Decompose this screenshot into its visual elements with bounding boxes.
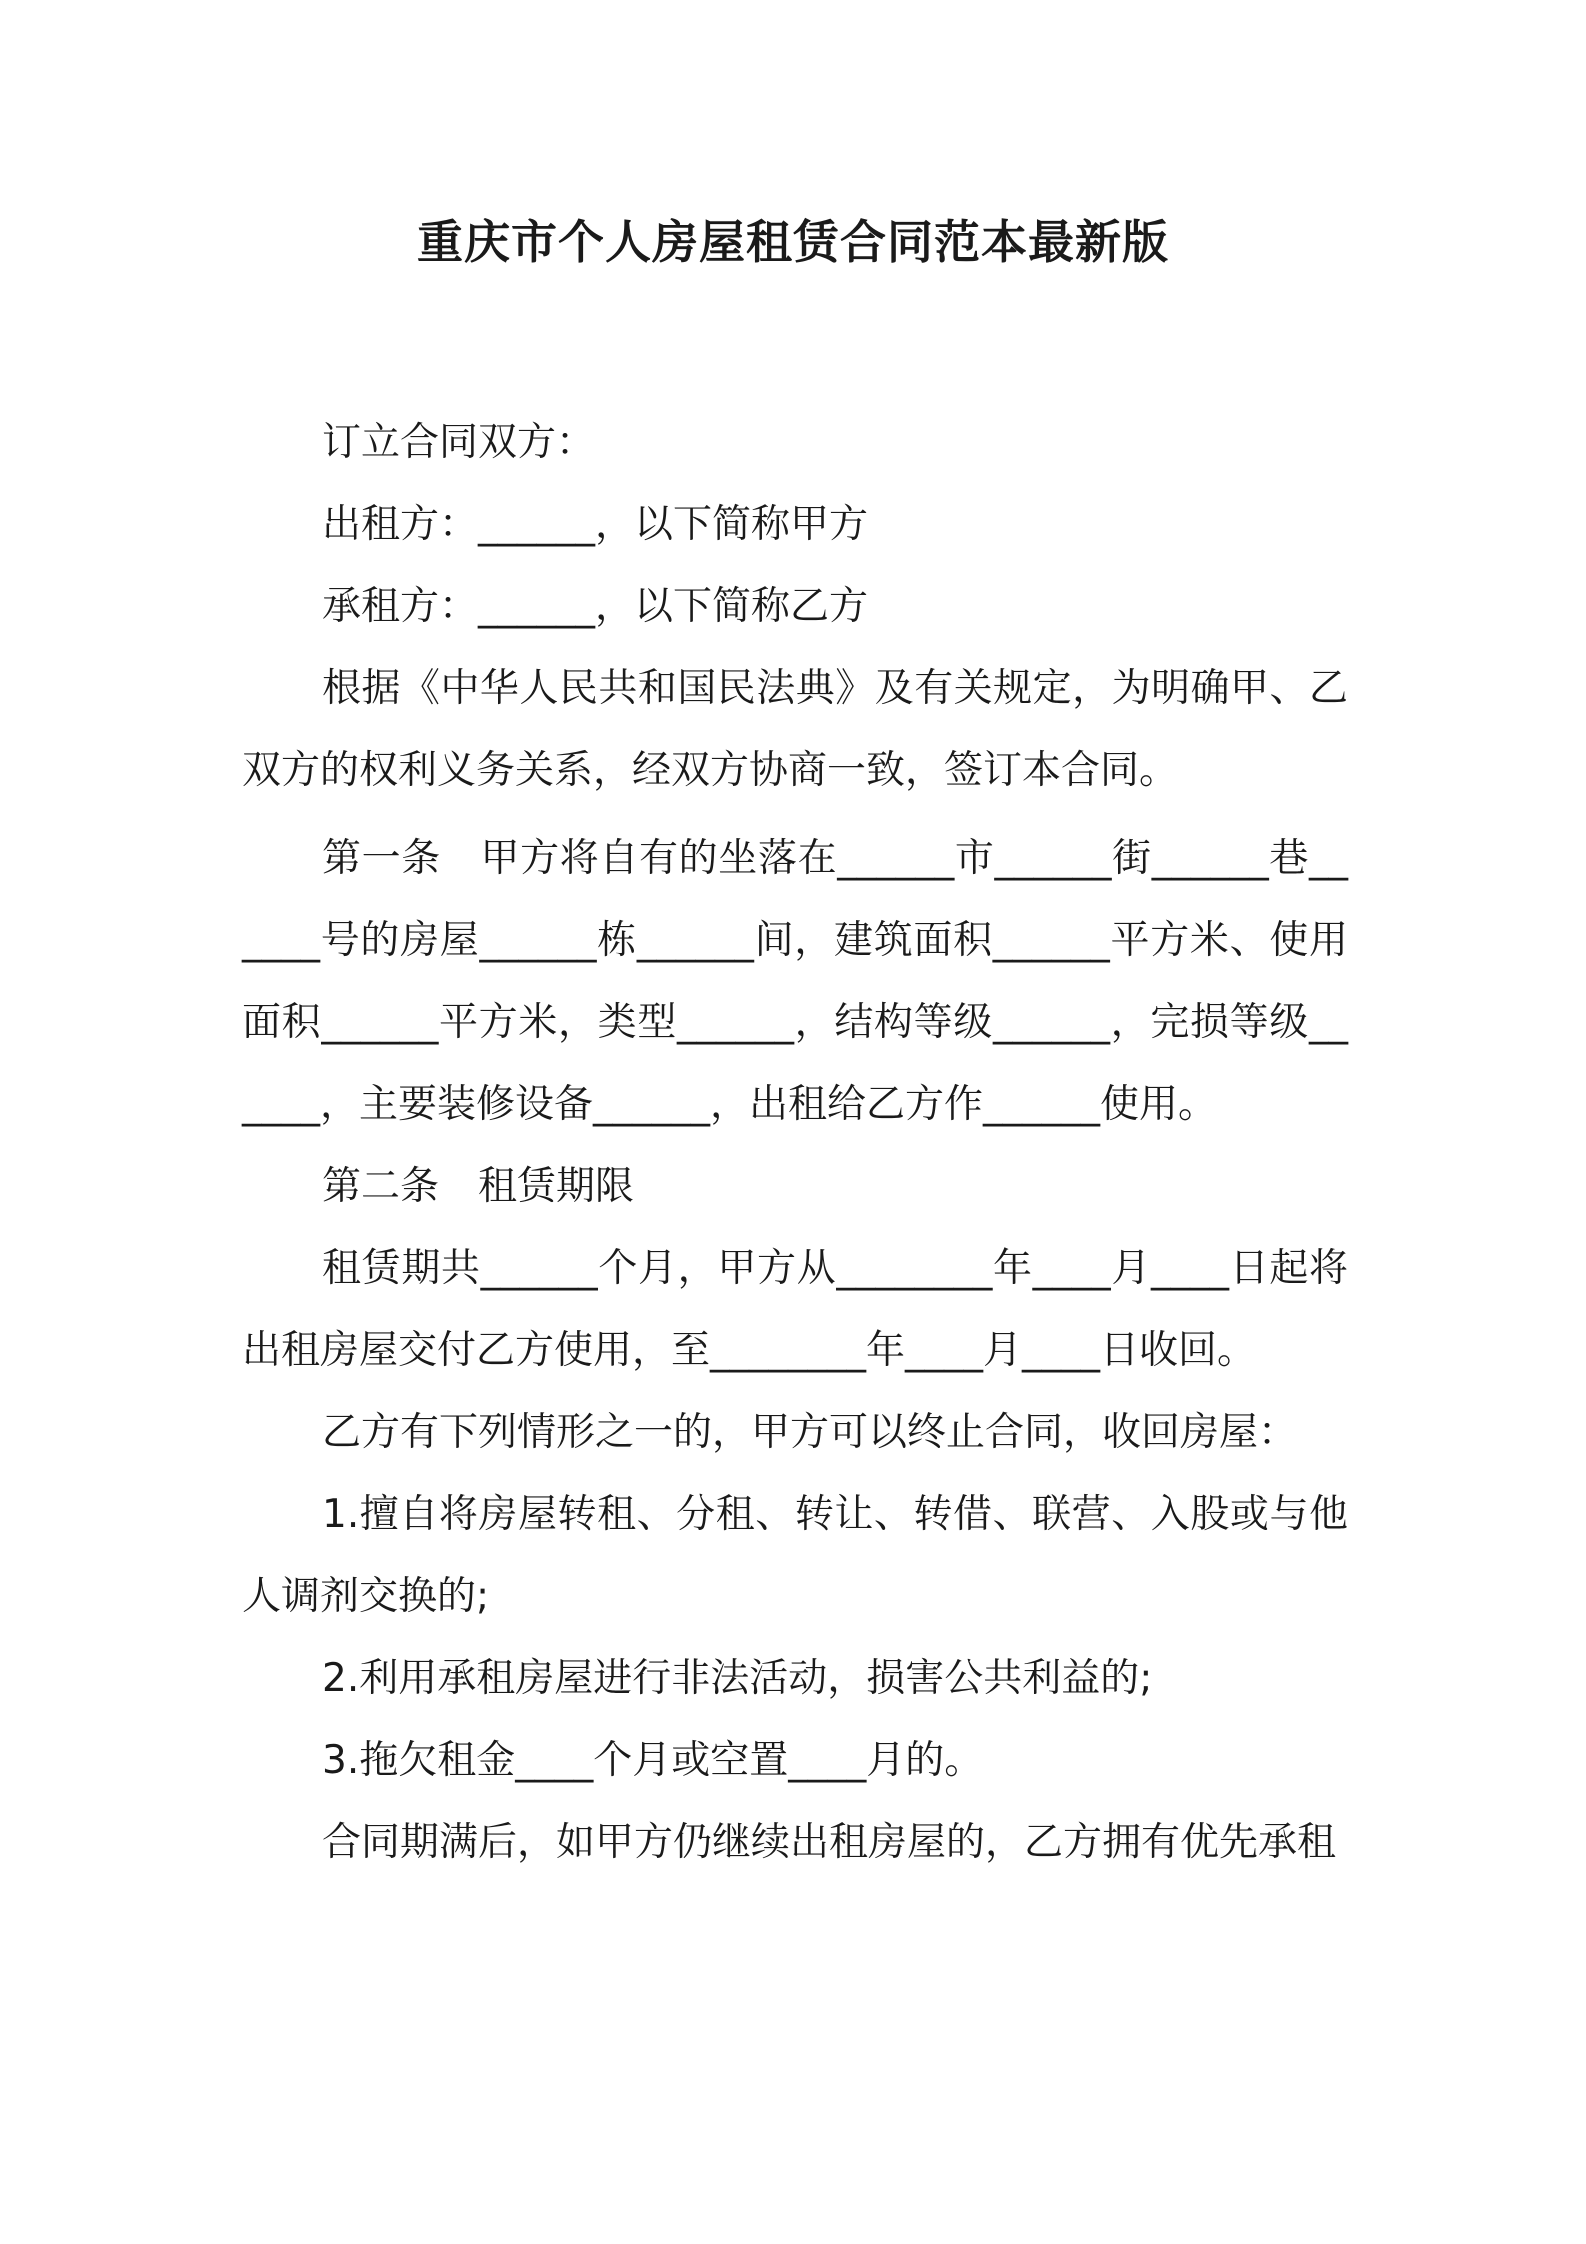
paragraph-parties-intro: 订立合同双方： <box>322 420 596 465</box>
paragraph-termination-3: 3.拖欠租金____个月或空置____月的。 <box>322 1738 984 1783</box>
paragraph-lease-term: 租赁期共______个月，甲方从________年____月____日起将出租房屋交付乙方使用，至________年____月____日收回。 <box>242 1246 1348 1373</box>
paragraph-lessor: 出租方：______，以下简称甲方 <box>322 502 869 547</box>
paragraph-lessee: 承租方：______，以下简称乙方 <box>322 584 869 629</box>
paragraph-termination-1: 1.擅自将房屋转租、分租、转让、转借、联营、入股或与他人调剂交换的; <box>242 1492 1348 1619</box>
paragraph-termination-2: 2.利用承租房屋进行非法活动，损害公共利益的; <box>322 1656 1153 1701</box>
paragraph-legal-basis: 根据《中华人民共和国民法典》及有关规定，为明确甲、乙双方的权利义务关系，经双方协商一致，签订本合同。 <box>242 666 1348 793</box>
paragraph-termination-intro: 乙方有下列情形之一的，甲方可以终止合同，收回房屋： <box>322 1410 1298 1455</box>
document-body <box>242 402 1348 1884</box>
paragraph-article-2-heading: 第二条 租赁期限 <box>322 1164 635 1209</box>
paragraph-renewal: 合同期满后，如甲方仍继续出租房屋的，乙方拥有优先承租 <box>322 1820 1337 1865</box>
document-title: 重庆市个人房屋租赁合同范本最新版 <box>417 215 1169 269</box>
paragraph-article-1: 第一条 甲方将自有的坐落在______市______街______巷______号的房屋______栋______间，建筑面积______平方米、使用面积______平方米，类型______，结构等级______，完损等级______，主要装修设备______，出租给乙方作______使用。 <box>242 836 1348 1127</box>
